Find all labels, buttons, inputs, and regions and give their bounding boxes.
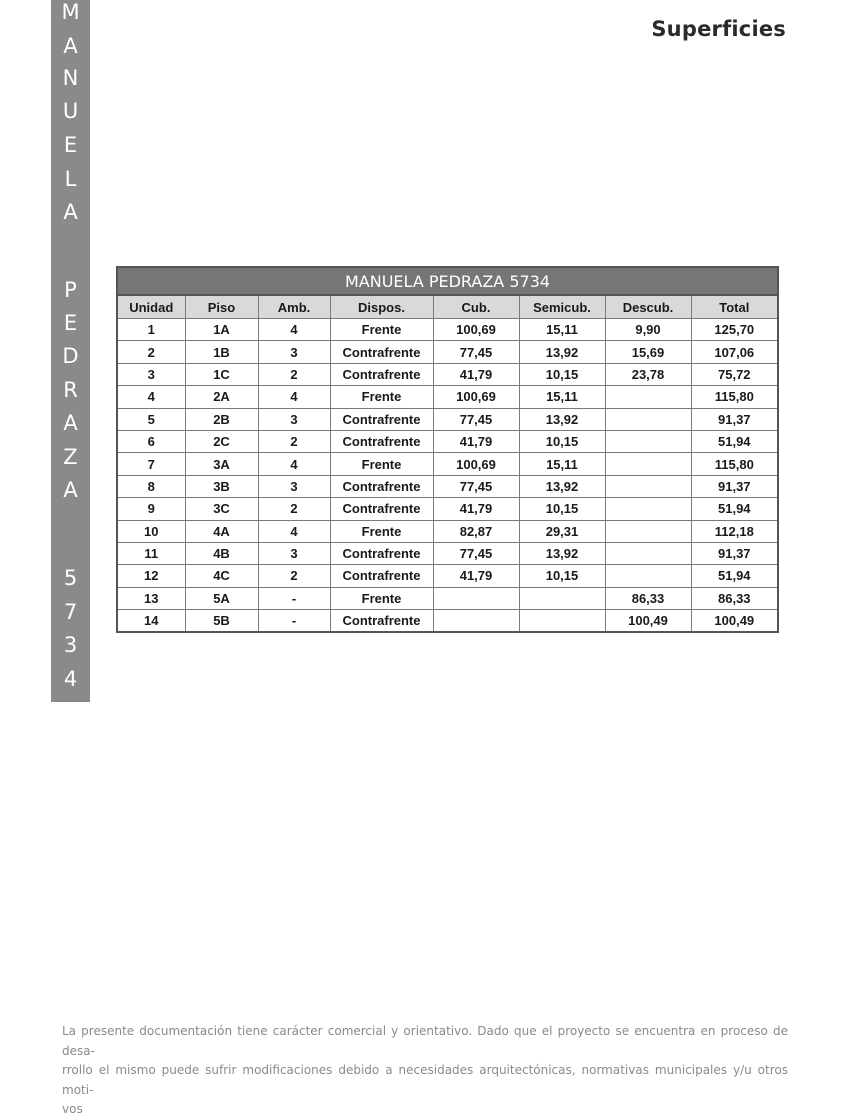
table-cell: 115,80	[691, 453, 778, 475]
table-row	[117, 498, 778, 520]
table-cell: 4	[258, 386, 330, 408]
table-cell: 77,45	[433, 341, 519, 363]
table-cell	[605, 408, 691, 430]
table-cell: 51,94	[691, 565, 778, 587]
table-cell: Contrafrente	[330, 498, 433, 520]
table-cell: 13	[117, 587, 185, 609]
table-cell: 77,45	[433, 408, 519, 430]
column-header: Descub.	[605, 295, 691, 319]
side-letter: D	[62, 344, 79, 368]
table-cell: 2	[258, 565, 330, 587]
table-cell: 112,18	[691, 520, 778, 542]
table-cell: 3	[258, 408, 330, 430]
side-letter: 5	[63, 566, 78, 590]
column-header: Semicub.	[519, 295, 605, 319]
table-header-row	[117, 295, 778, 319]
table-cell: 86,33	[691, 587, 778, 609]
table-cell	[433, 610, 519, 633]
page-title: Superficies	[651, 17, 786, 41]
table-cell	[605, 386, 691, 408]
column-header: Total	[691, 295, 778, 319]
table-cell: Contrafrente	[330, 430, 433, 452]
table-cell: 100,69	[433, 386, 519, 408]
table-cell: 82,87	[433, 520, 519, 542]
table-cell: 3A	[185, 453, 258, 475]
table-cell: 115,80	[691, 386, 778, 408]
disclaimer-line: vos	[62, 1102, 83, 1116]
table-cell: 9,90	[605, 319, 691, 341]
table-cell: 1C	[185, 363, 258, 385]
table-cell: 15,11	[519, 453, 605, 475]
table-row	[117, 542, 778, 564]
table-cell: 10,15	[519, 430, 605, 452]
side-letter: M	[61, 0, 80, 24]
table-cell: 3C	[185, 498, 258, 520]
table-cell: Contrafrente	[330, 475, 433, 497]
table-cell: 1A	[185, 319, 258, 341]
table-cell: 23,78	[605, 363, 691, 385]
table-cell: 4A	[185, 520, 258, 542]
table-row	[117, 341, 778, 363]
table-cell: Contrafrente	[330, 565, 433, 587]
table-cell: 1	[117, 319, 185, 341]
column-header: Amb.	[258, 295, 330, 319]
table-cell: 41,79	[433, 498, 519, 520]
table-row	[117, 386, 778, 408]
table-row	[117, 408, 778, 430]
table-cell: 10,15	[519, 363, 605, 385]
table-cell: 4	[258, 453, 330, 475]
table-cell: 2A	[185, 386, 258, 408]
side-letter: 7	[63, 600, 78, 624]
table-cell: Contrafrente	[330, 542, 433, 564]
table-cell: 3	[117, 363, 185, 385]
table-row	[117, 363, 778, 385]
side-letter: P	[64, 278, 77, 302]
column-header: Dispos.	[330, 295, 433, 319]
table-cell: 15,11	[519, 319, 605, 341]
table-cell: 5B	[185, 610, 258, 633]
table-cell	[605, 520, 691, 542]
table-cell: 5A	[185, 587, 258, 609]
table-cell: Contrafrente	[330, 363, 433, 385]
table-cell: 13,92	[519, 475, 605, 497]
table-cell	[519, 587, 605, 609]
table-cell	[519, 610, 605, 633]
table-cell: 5	[117, 408, 185, 430]
table-cell: 6	[117, 430, 185, 452]
table-cell: 4	[258, 520, 330, 542]
column-header: Cub.	[433, 295, 519, 319]
table-cell: Frente	[330, 520, 433, 542]
side-letter: Z	[63, 445, 78, 469]
side-letter: N	[62, 66, 79, 90]
side-letter: E	[63, 133, 78, 157]
table-cell: 11	[117, 542, 185, 564]
table-cell: 10,15	[519, 565, 605, 587]
table-cell: 9	[117, 498, 185, 520]
table-cell: 100,49	[605, 610, 691, 633]
table-row	[117, 610, 778, 633]
table-row	[117, 475, 778, 497]
column-header: Piso	[185, 295, 258, 319]
table-cell: 51,94	[691, 498, 778, 520]
disclaimer-text	[62, 1022, 788, 1120]
table-cell: 2	[258, 430, 330, 452]
table-cell: 3	[258, 542, 330, 564]
table-cell: 15,69	[605, 341, 691, 363]
table-cell: 125,70	[691, 319, 778, 341]
side-letter: L	[64, 167, 77, 191]
table-row	[117, 430, 778, 452]
table-cell: 10	[117, 520, 185, 542]
table-cell: -	[258, 610, 330, 633]
table-cell: 4	[117, 386, 185, 408]
table-cell: 4C	[185, 565, 258, 587]
disclaimer-line: La presente documentación tiene carácter comercial y orientativo. Dado que el proyecto se encuentra en proceso de desa-	[62, 1024, 788, 1058]
table-cell: 91,37	[691, 475, 778, 497]
table-cell	[433, 587, 519, 609]
table-cell: 8	[117, 475, 185, 497]
table-cell	[605, 498, 691, 520]
table-cell: 3	[258, 341, 330, 363]
side-letter: 4	[63, 667, 78, 691]
table-cell: Contrafrente	[330, 610, 433, 633]
surfaces-table-container	[116, 266, 777, 633]
table-cell: 75,72	[691, 363, 778, 385]
side-letter: 3	[63, 633, 78, 657]
table-row	[117, 520, 778, 542]
table-cell: Frente	[330, 386, 433, 408]
column-header: Unidad	[117, 295, 185, 319]
side-letter: U	[62, 99, 79, 123]
table-cell: 13,92	[519, 408, 605, 430]
table-cell: 86,33	[605, 587, 691, 609]
table-cell: 51,94	[691, 430, 778, 452]
table-body	[117, 319, 778, 633]
side-letter: R	[63, 378, 78, 402]
table-cell: 15,11	[519, 386, 605, 408]
table-cell: 2C	[185, 430, 258, 452]
table-cell: 1B	[185, 341, 258, 363]
table-cell: 91,37	[691, 408, 778, 430]
table-cell: 4	[258, 319, 330, 341]
table-cell: 10,15	[519, 498, 605, 520]
table-cell: 13,92	[519, 341, 605, 363]
side-letter: A	[63, 411, 78, 435]
table-cell: 41,79	[433, 430, 519, 452]
table-cell: 100,49	[691, 610, 778, 633]
side-letter: E	[63, 311, 78, 335]
table-row	[117, 453, 778, 475]
table-cell: Frente	[330, 587, 433, 609]
table-cell: 3	[258, 475, 330, 497]
vertical-title-bar	[51, 0, 90, 702]
table-cell: Frente	[330, 453, 433, 475]
table-cell: -	[258, 587, 330, 609]
table-cell: Contrafrente	[330, 408, 433, 430]
side-letter: A	[63, 200, 78, 224]
side-letter: A	[63, 34, 78, 58]
table-cell: 7	[117, 453, 185, 475]
table-cell: 2	[258, 363, 330, 385]
table-cell	[605, 475, 691, 497]
table-cell: 14	[117, 610, 185, 633]
table-cell: 41,79	[433, 363, 519, 385]
table-cell: 100,69	[433, 453, 519, 475]
table-cell: 100,69	[433, 319, 519, 341]
table-cell: 77,45	[433, 475, 519, 497]
table-cell: 107,06	[691, 341, 778, 363]
table-cell: 4B	[185, 542, 258, 564]
surfaces-table	[116, 266, 779, 633]
table-cell: Contrafrente	[330, 341, 433, 363]
disclaimer-line: rrollo el mismo puede sufrir modificaciones debido a necesidades arquitectónicas, normativas municipales y/u otros moti-	[62, 1063, 788, 1097]
table-cell: 3B	[185, 475, 258, 497]
table-cell	[605, 565, 691, 587]
table-cell: 91,37	[691, 542, 778, 564]
table-cell: Frente	[330, 319, 433, 341]
table-cell: 77,45	[433, 542, 519, 564]
table-row	[117, 319, 778, 341]
table-cell: 29,31	[519, 520, 605, 542]
table-cell: 2B	[185, 408, 258, 430]
table-row	[117, 565, 778, 587]
table-cell: 41,79	[433, 565, 519, 587]
side-letter: A	[63, 478, 78, 502]
table-row	[117, 587, 778, 609]
table-cell	[605, 542, 691, 564]
table-title: MANUELA PEDRAZA 5734	[117, 267, 778, 295]
table-cell	[605, 430, 691, 452]
table-cell: 12	[117, 565, 185, 587]
table-cell: 13,92	[519, 542, 605, 564]
table-cell: 2	[258, 498, 330, 520]
table-cell	[605, 453, 691, 475]
table-cell: 2	[117, 341, 185, 363]
